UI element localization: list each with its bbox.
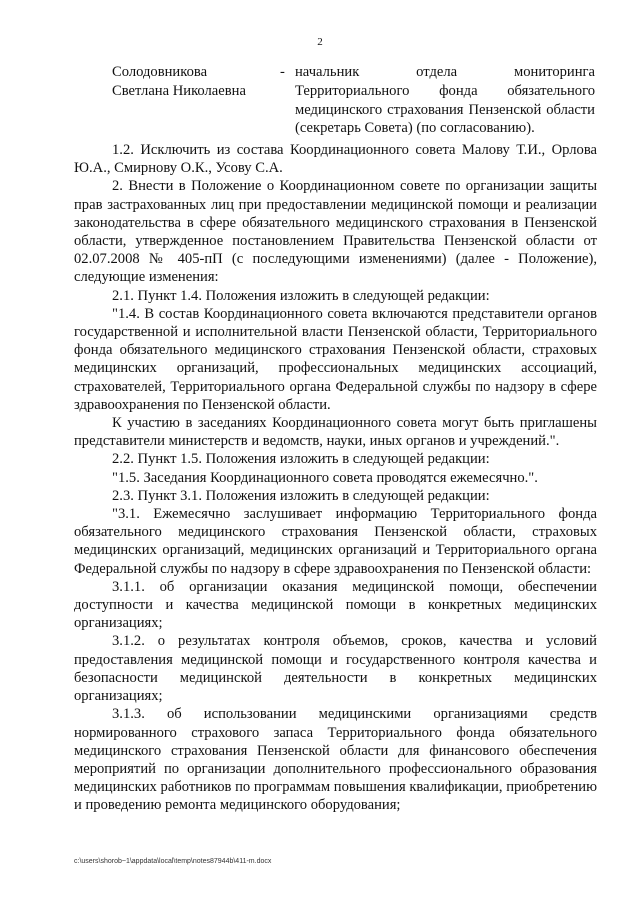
paragraph-2-2: 2.2. Пункт 1.5. Положения изложить в следующей редакции:	[112, 451, 490, 468]
paragraph-2-3: 2.3. Пункт 3.1. Положения изложить в следующей редакции:	[112, 487, 490, 504]
paragraph-2: 2. Внести в Положение о Координационном совете по организации защиты прав застрахованных лиц при предоставлении медицинской помощи и реализации законодательства в сфере обязательного медицинского страхования в Пензенской области, утвержденное постановлением Правительства Пензенской области от 02.07.2008 № 405-пП (с последующими изменениями) (далее - Положение), следующие изменения:	[74, 178, 597, 286]
footer-file-path: c:\users\shorob~1\appdata\local\temp\notes87944b\411-m.docx	[74, 858, 272, 865]
member-name	[112, 63, 282, 101]
member-role: начальник отдела мониторинга Территориального фонда обязательного медицинского страхования Пензенской области (секретарь Совета) (по согласованию).	[295, 64, 595, 137]
paragraph-3-1-1: 3.1.1. об организации оказания медицинской помощи, обеспечении доступности и качества медицинской помощи в конкретных медицинских организациях;	[74, 578, 597, 632]
document-body	[74, 141, 597, 815]
member-surname: Солодовникова	[112, 64, 208, 80]
paragraph-1-5-quote: "1.5. Заседания Координационного совета проводятся ежемесячно.".	[112, 469, 538, 486]
member-dash: -	[280, 64, 285, 80]
paragraph-1-4-quote: "1.4. В состав Координационного совета включаются представители органов государственной и исполнительной власти Пензенской области, Территориального фонда обязательного медицинского страхования Пензенской области, страховых медицинских организаций, профессиональных медицинских ассоциаций, страхователей, Территориального органа Федеральной службы по надзору в сфере здравоохранения по Пензенской области.	[74, 305, 597, 413]
paragraph-2-1: 2.1. Пункт 1.4. Положения изложить в следующей редакции:	[112, 287, 490, 304]
paragraph-1-2: 1.2. Исключить из состава Координационного совета Малову Т.И., Орлова Ю.А., Смирнову О.К., Усову С.А.	[74, 142, 597, 177]
paragraph-3-1-3: 3.1.3. об использовании медицинскими организациями средств нормированного страхового запаса Территориального фонда обязательного медицинского страхования Пензенской области для финансового обеспечения мероприятий по организации дополнительного профессионального образования медицинских работников по программам повышения квалификации, приобретению и проведению ремонта медицинского оборудования;	[74, 706, 597, 814]
paragraph-3-1-2: 3.1.2. о результатах контроля объемов, сроков, качества и условий предоставления медицинской помощи и государственного контроля качества и безопасности медицинской деятельности в конкретных медицинских организациях;	[74, 633, 597, 705]
paragraph-1-4-participation: К участию в заседаниях Координационного совета могут быть приглашены представители министерств и ведомств, науки, иных органов и учреждений.".	[74, 415, 597, 450]
page-number: 2	[317, 36, 323, 48]
member-given-names: Светлана Николаевна	[112, 82, 246, 99]
paragraph-3-1-quote: "3.1. Ежемесячно заслушивает информацию Территориального фонда обязательного медицинского страхования Пензенской области, страховых медицинских организаций, медицинских организаций и Территориального органа Федеральной службы по надзору в сфере здравоохранения по Пензенской области:	[74, 506, 597, 577]
